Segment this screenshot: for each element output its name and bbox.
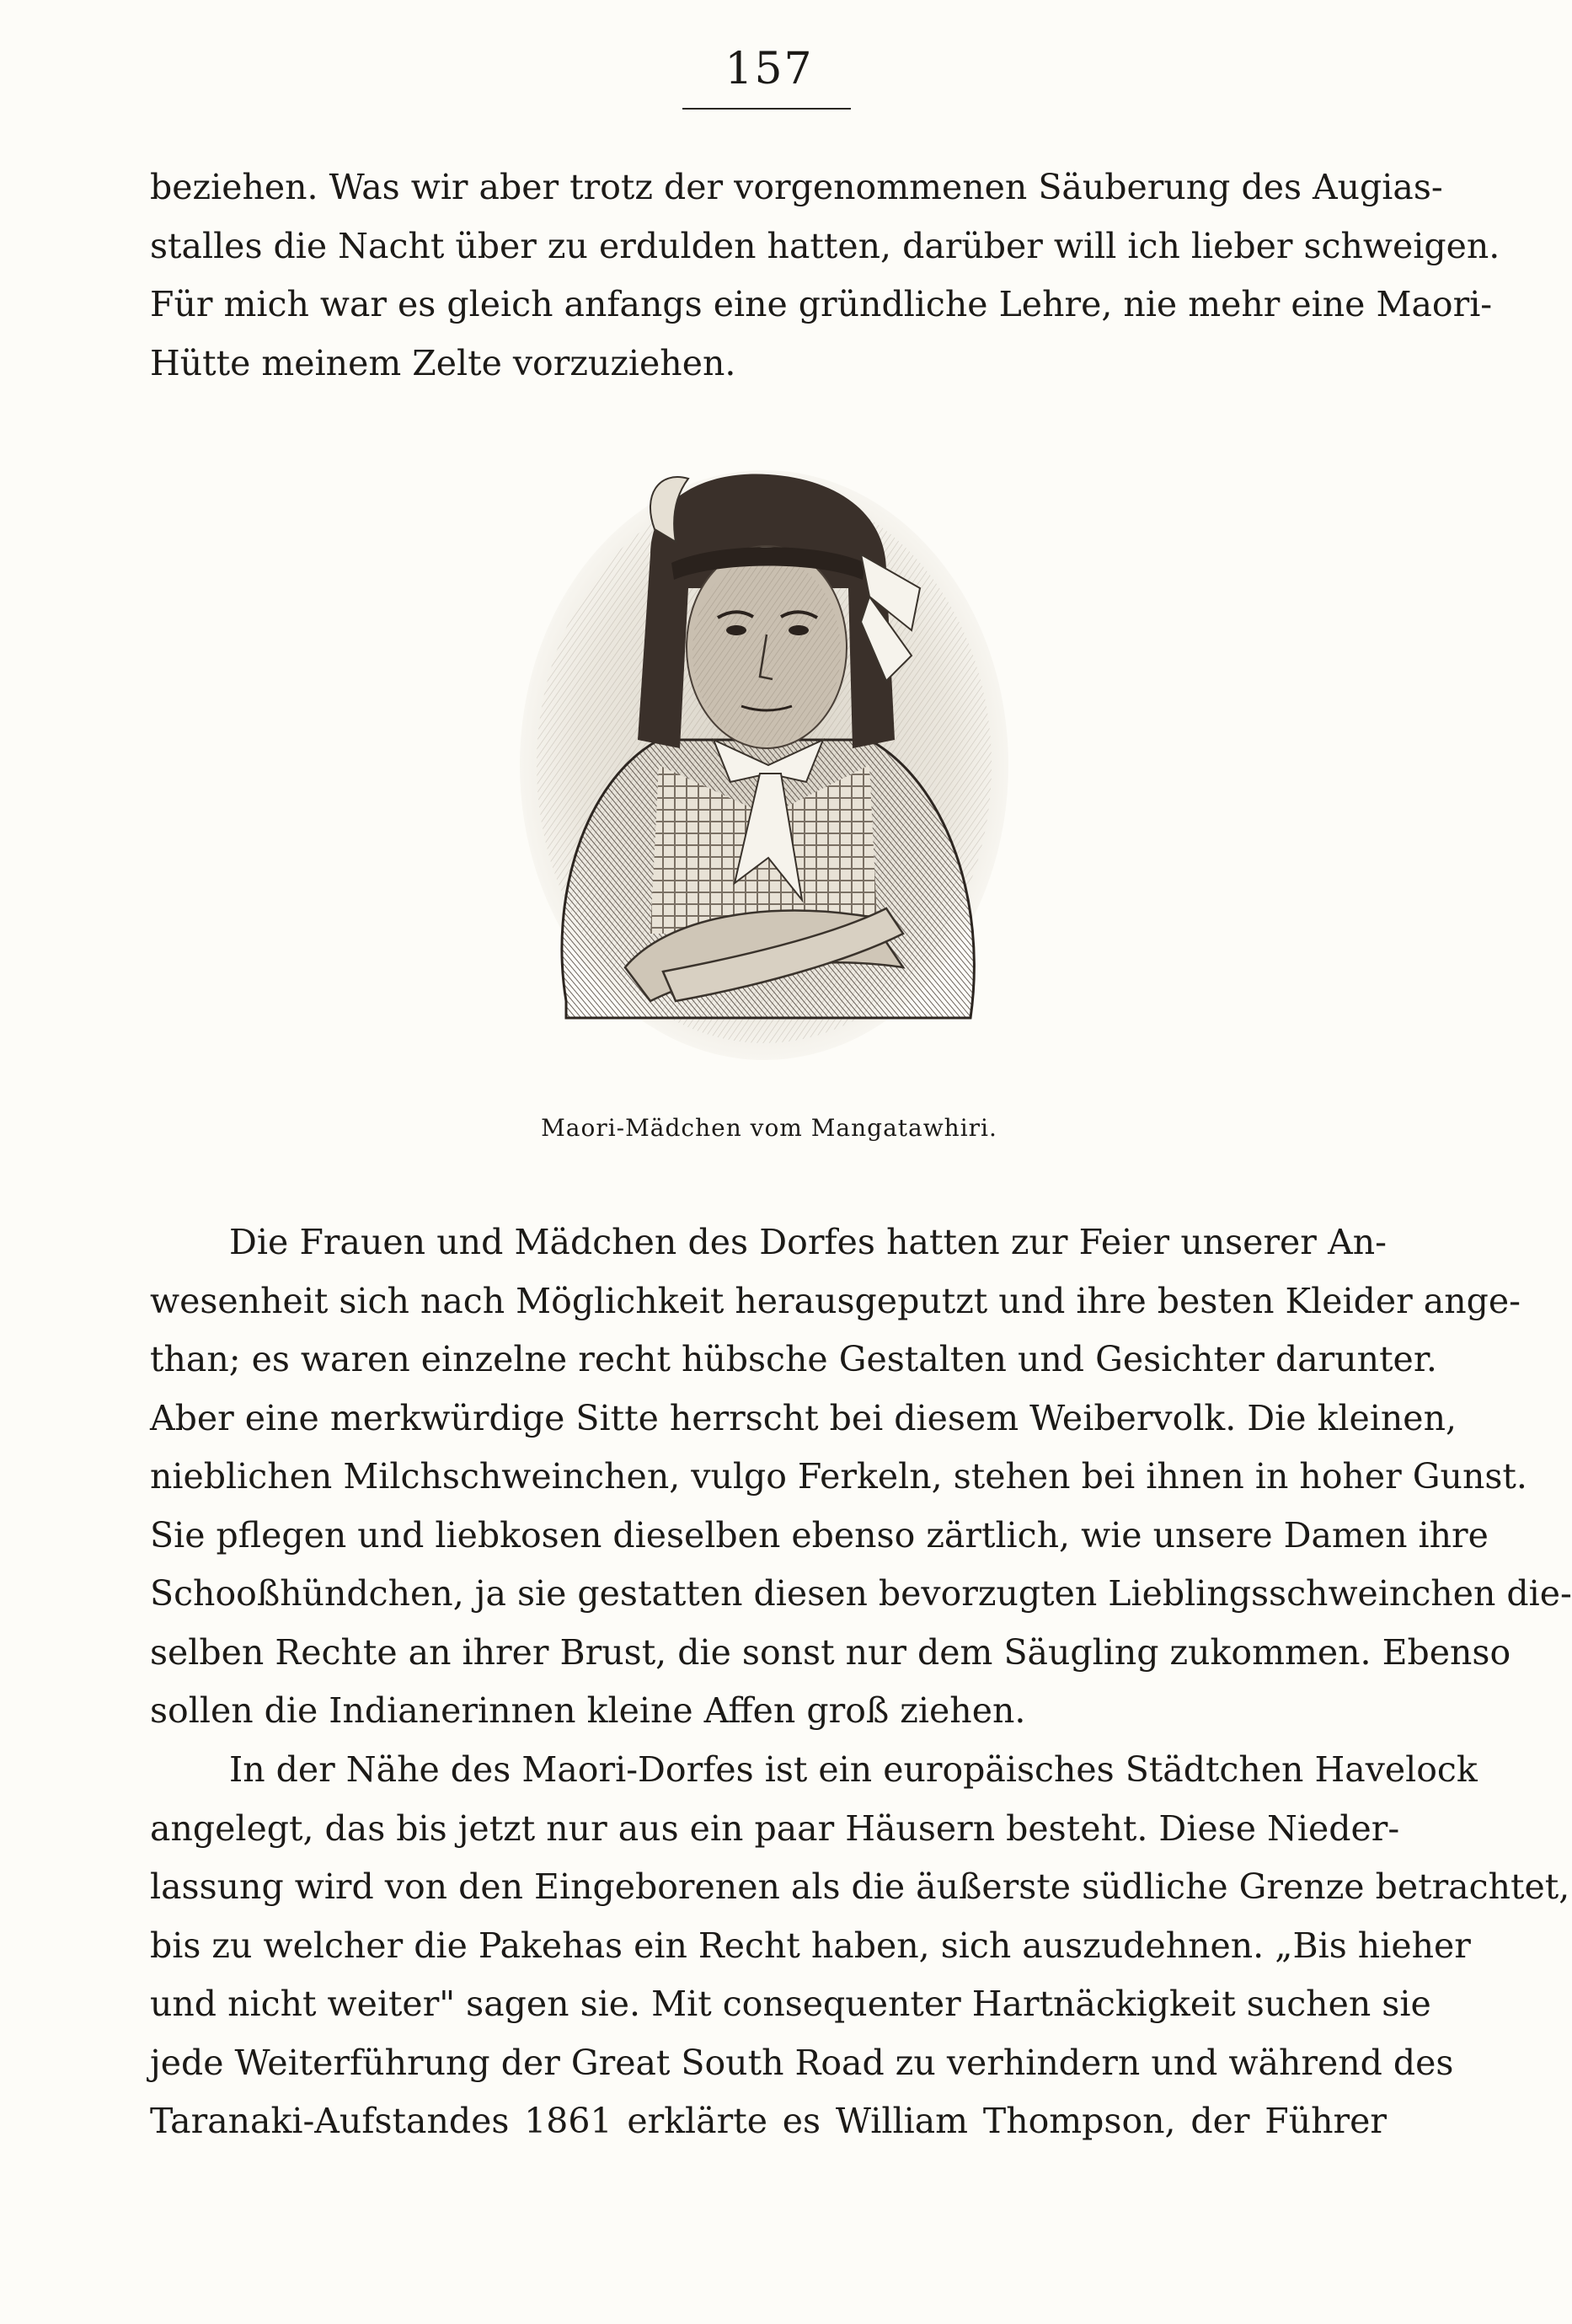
text-line: selben Rechte an ihrer Brust, die sonst nur dem Säugling zukommen. Ebenso: [150, 1631, 1511, 1673]
page-number: 157: [725, 44, 814, 94]
text-line: wesenheit sich nach Möglichkeit herausgeputzt und ihre besten Kleider ange-: [150, 1280, 1521, 1321]
paragraph-3: [150, 1741, 1570, 2151]
text-line: stalles die Nacht über zu erdulden hatten, darüber will ich lieber schweigen.: [150, 225, 1500, 266]
text-line: beziehen. Was wir aber trotz der vorgenommenen Säuberung des Augias-: [150, 167, 1443, 207]
figure-caption: Maori-Mädchen vom Mangatawhiri.: [541, 1114, 997, 1142]
text-line: jede Weiterführung der Great South Road zu verhindern und während des: [150, 2042, 1454, 2083]
paragraph-2: [150, 1213, 1572, 1741]
text-line: Schooßhündchen, ja sie gestatten diesen bevorzugten Lieblingsschweinchen die-: [150, 1573, 1572, 1614]
header-rule: [682, 108, 851, 110]
maori-girl-portrait: [516, 462, 1013, 1068]
text-line: Aber eine merkwürdige Sitte herrscht bei diesem Weibervolk. Die kleinen,: [150, 1397, 1457, 1438]
text-line: Die Frauen und Mädchen des Dorfes hatten zur Feier unserer An-: [229, 1222, 1387, 1262]
text-line: bis zu welcher die Pakehas ein Recht haben, sich auszudehnen. „Bis hieher: [150, 1925, 1471, 1966]
text-line: Für mich war es gleich anfangs eine gründliche Lehre, nie mehr eine Maori-: [150, 284, 1493, 324]
text-line: lassung wird von den Eingeborenen als die äußerste südliche Grenze betrachtet,: [150, 1866, 1570, 1907]
text-line: than; es waren einzelne recht hübsche Gestalten und Gesichter darunter.: [150, 1339, 1437, 1379]
text-line: Taranaki-Aufstandes 1861 erklärte es William Thompson, der Führer: [150, 2101, 1387, 2141]
text-line: sollen die Indianerinnen kleine Affen groß ziehen.: [150, 1690, 1026, 1731]
paragraph-1: [150, 158, 1500, 393]
text-line: Sie pflegen und liebkosen dieselben ebenso zärtlich, wie unsere Damen ihre: [150, 1514, 1489, 1556]
text-line: und nicht weiter" sagen sie. Mit consequenter Hartnäckigkeit suchen sie: [150, 1984, 1431, 2024]
text-line: Hütte meinem Zelte vorzuziehen.: [150, 342, 736, 383]
text-line: nieblichen Milchschweinchen, vulgo Ferkeln, stehen bei ihnen in hoher Gunst.: [150, 1456, 1527, 1497]
text-line: In der Nähe des Maori-Dorfes ist ein europäisches Städtchen Havelock: [229, 1749, 1478, 1790]
text-line: angelegt, das bis jetzt nur aus ein paar Häusern besteht. Diese Nieder-: [150, 1807, 1400, 1849]
